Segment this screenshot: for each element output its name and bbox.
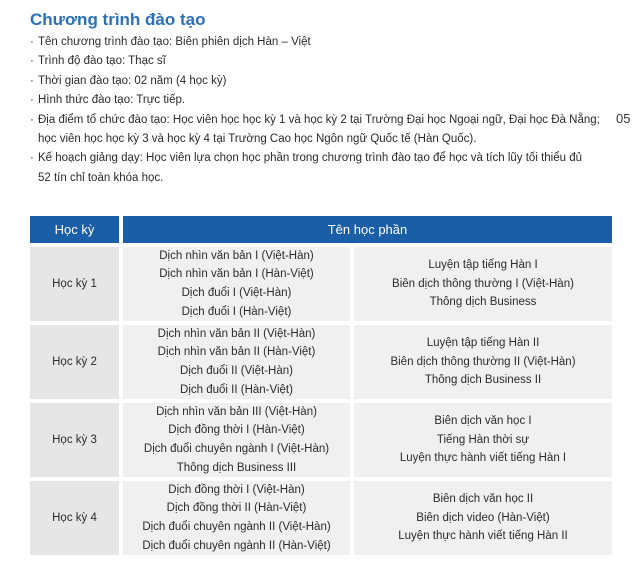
course-item: Dịch đồng thời II (Hàn-Việt) <box>166 502 307 515</box>
course-item: Dịch nhìn văn bản I (Hàn-Việt) <box>159 268 314 281</box>
bullet-line: · Tên chương trình đào tạo: Biên phiên dịch Hàn – Việt <box>30 33 590 52</box>
bullet-line: · Hình thức đào tạo: Trực tiếp. <box>30 91 590 110</box>
course-item: Luyện thực hành viết tiếng Hàn II <box>398 530 568 543</box>
curriculum-table <box>30 216 612 555</box>
courses-left <box>123 403 350 477</box>
bullet-continuation: 52 tín chỉ toàn khóa học. <box>38 171 164 184</box>
course-item: Tiếng Hàn thời sự <box>436 433 530 446</box>
bullet-teaching-plan <box>30 149 590 188</box>
course-item: Biên dịch văn học II <box>432 493 534 506</box>
semester-cell: Học kỳ 3 <box>30 403 119 477</box>
header-courses: Tên học phần <box>123 216 612 243</box>
course-item: Dịch đồng thời I (Hàn-Việt) <box>168 424 305 437</box>
courses-right <box>354 403 612 477</box>
course-item: Dịch đuổi II (Hàn-Việt) <box>180 383 293 396</box>
bullet-location <box>30 111 600 150</box>
course-item: Dịch đuổi chuyên ngành II (Hàn-Việt) <box>142 539 331 552</box>
course-item: Dịch đuổi I (Việt-Hàn) <box>181 287 292 299</box>
bullet-duration <box>30 72 590 91</box>
bullet-line: · Kế hoạch giảng dạy: Học viên lựa chọn học phần trong chương trình đào tạo để học và tích lũy tối thiểu đủ <box>30 149 590 168</box>
table-row <box>30 247 612 321</box>
courses-left <box>123 481 350 555</box>
section-title: Chương trình đào tạo <box>30 10 206 29</box>
course-item: Biên dịch thông thường II (Việt-Hàn) <box>390 355 576 368</box>
course-item: Thông dịch Business <box>429 296 537 309</box>
course-item: Luyện tập tiếng Hàn I <box>428 259 538 272</box>
table-row <box>30 481 612 555</box>
bullet-line: · Thời gian đào tạo: 02 năm (4 học kỳ) <box>30 72 590 91</box>
semester-cell: Học kỳ 4 <box>30 481 119 555</box>
courses-right <box>354 247 612 321</box>
page-number: 05 <box>616 111 631 126</box>
program-info-list <box>30 33 600 188</box>
course-item: Dịch nhìn văn bản I (Việt-Hàn) <box>159 249 314 262</box>
course-item: Luyện thực hành viết tiếng Hàn I <box>399 452 567 465</box>
course-item: Dịch đuổi chuyên ngành I (Việt-Hàn) <box>143 443 330 455</box>
bullet-program-name <box>30 33 590 52</box>
table-header <box>30 216 612 243</box>
semester-cell: Học kỳ 1 <box>30 247 119 321</box>
course-item: Biên dịch video (Hàn-Việt) <box>416 511 550 524</box>
course-item: Biên dịch văn học I <box>434 415 532 428</box>
course-item: Biên dịch thông thường I (Việt-Hàn) <box>392 277 574 290</box>
course-item: Dịch nhìn văn bản II (Việt-Hàn) <box>157 327 316 340</box>
bullet-line: · Trình độ đào tạo: Thạc sĩ <box>30 52 590 71</box>
bullet-continuation: học viên học học kỳ 3 và học kỳ 4 tại Trường Cao học Ngôn ngữ Quốc tế (Hàn Quốc). <box>38 133 477 146</box>
courses-right <box>354 325 612 399</box>
course-item: Luyện tập tiếng Hàn II <box>426 337 540 350</box>
course-item: Dịch đuổi chuyên ngành II (Việt-Hàn) <box>142 521 331 533</box>
bullet-degree <box>30 52 590 71</box>
course-item: Dịch nhìn văn bản II (Hàn-Việt) <box>157 346 316 359</box>
courses-left <box>123 247 350 321</box>
header-semester: Học kỳ <box>30 216 119 243</box>
semester-cell: Học kỳ 2 <box>30 325 119 399</box>
course-item: Dịch đuổi I (Hàn-Việt) <box>181 305 292 318</box>
table-row <box>30 403 612 477</box>
courses-right <box>354 481 612 555</box>
bullet-line: · Địa điểm tổ chức đào tạo: Học viên học học kỳ 1 và học kỳ 2 tại Trường Đại học Ngoại ngữ, Đại học Đà Nẵng; <box>30 111 590 130</box>
courses-left <box>123 325 350 399</box>
course-item: Thông dịch Business III <box>176 461 297 474</box>
course-item: Dịch đồng thời I (Việt-Hàn) <box>168 483 305 496</box>
course-item: Dịch đuổi II (Việt-Hàn) <box>180 365 293 377</box>
table-row <box>30 325 612 399</box>
course-item: Dịch nhìn văn bản III (Việt-Hàn) <box>156 405 317 418</box>
course-item: Thông dịch Business II <box>424 374 542 387</box>
bullet-format <box>30 91 590 110</box>
